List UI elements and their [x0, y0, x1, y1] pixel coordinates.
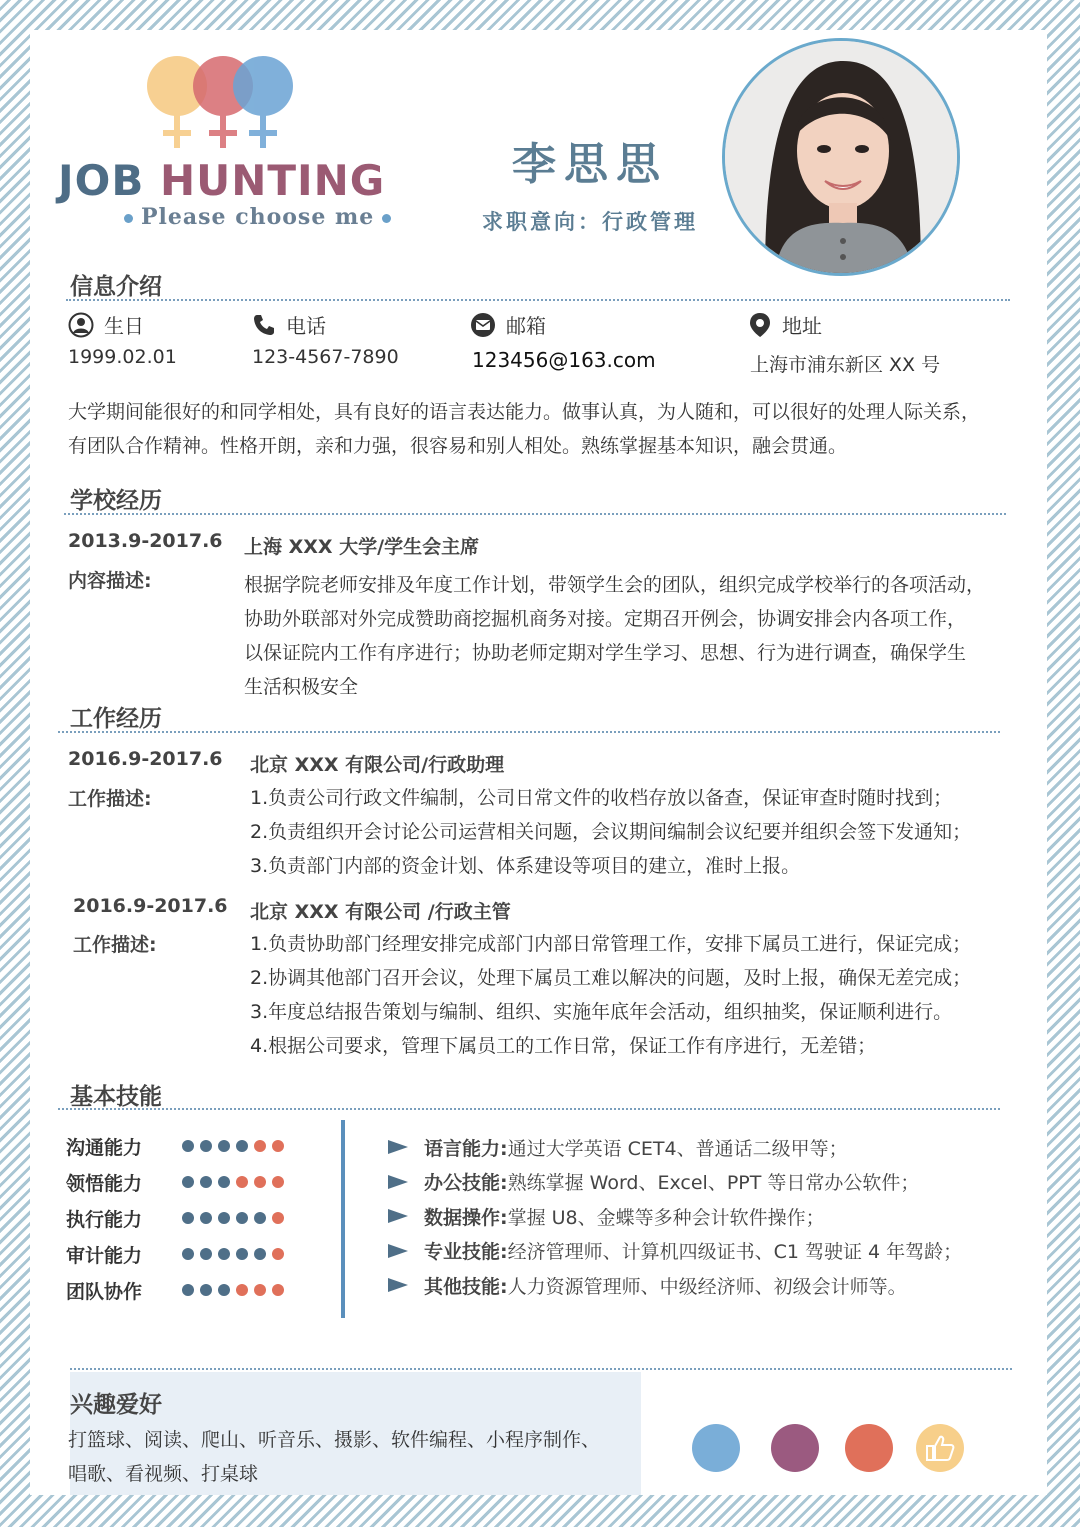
- skill-rating-row: [66, 1128, 284, 1164]
- rating-dot-filled: [218, 1212, 230, 1224]
- phone-icon: [252, 313, 276, 337]
- skill-detail-label: 其他技能:: [424, 1275, 508, 1298]
- job-role: 北京 XXX 有限公司/行政助理: [250, 754, 505, 776]
- tagline-text: Please choose me: [141, 204, 375, 230]
- job-intent: 求职意向：行政管理: [482, 210, 698, 234]
- rating-dots: [182, 1248, 284, 1260]
- skill-detail-text: 通过大学英语 CET4、普通话二级甲等；: [507, 1137, 848, 1160]
- location-pin-icon: [748, 312, 772, 338]
- decor-circle-purple: [771, 1424, 819, 1472]
- job-desc-line: 3.负责部门内部的资金计划、体系建设等项目的建立，准时上报。: [250, 855, 801, 877]
- job-desc-line: 4.根据公司要求，管理下属员工的工作日常，保证工作有序进行，无差错；: [250, 1035, 877, 1057]
- rating-dot-filled: [218, 1248, 230, 1260]
- skill-detail-text: 熟练掌握 Word、Excel、PPT 等日常办公软件；: [507, 1172, 920, 1195]
- job-desc-line: 3.年度总结报告策划与编制、组织、实施年底年会活动，组织抽奖，保证顺利进行。: [250, 1001, 953, 1023]
- rating-dot-filled: [200, 1248, 212, 1260]
- job-description: [250, 781, 971, 883]
- rating-dot-filled: [182, 1284, 194, 1296]
- job-date: 2016.9-2017.6: [73, 895, 228, 917]
- skill-detail-item: [388, 1199, 962, 1234]
- rating-dot-filled: [254, 1212, 266, 1224]
- mail-icon: [470, 312, 496, 338]
- tagline-dot-right: [382, 214, 391, 223]
- email-value: 123456@163.com: [472, 348, 656, 372]
- rating-dot-filled: [218, 1176, 230, 1188]
- gender-symbols-logo: [145, 50, 305, 170]
- skill-rating-row: [66, 1272, 284, 1308]
- phone-label: [252, 310, 326, 339]
- address-label-text: 地址: [782, 314, 822, 338]
- skill-name: 领悟能力: [66, 1172, 143, 1195]
- resume-page: [30, 30, 1047, 1495]
- section-divider: [70, 1368, 1012, 1370]
- arrow-right-icon: [388, 1175, 408, 1189]
- skill-detail-text: 经济管理师、计算机四级证书、C1 驾驶证 4 年驾龄；: [507, 1241, 963, 1264]
- rating-dot-filled: [200, 1176, 212, 1188]
- school-desc-line: 以保证院内工作有序进行；协助老师定期对学生学习、思想、行为进行调查，确保学生: [244, 642, 967, 664]
- school-role: 上海 XXX 大学/学生会主席: [244, 536, 480, 558]
- decor-circle-blue: [692, 1424, 740, 1472]
- school-desc-line: 根据学院老师安排及年度工作计划，带领学生会的团队，组织完成学校举行的各项活动，: [244, 574, 986, 596]
- rating-dot-filled: [182, 1176, 194, 1188]
- summary-line: 有团队合作精神。性格开朗，亲和力强，很容易和别人相处。熟练掌握基本知识，融会贯通。: [68, 435, 848, 457]
- rating-dot-empty: [236, 1284, 248, 1296]
- school-desc-label: 内容描述:: [68, 570, 152, 592]
- job-date: 2016.9-2017.6: [68, 748, 223, 770]
- rating-dots: [182, 1176, 284, 1188]
- job-desc-line: 2.协调其他部门召开会议，处理下属员工难以解决的问题，及时上报，确保无差完成；: [250, 967, 972, 989]
- section-divider: [58, 1108, 1000, 1110]
- rating-dot-filled: [218, 1140, 230, 1152]
- thumbs-up-icon: [916, 1424, 964, 1472]
- rating-dot-empty: [272, 1212, 284, 1224]
- job-desc-line: 2.负责组织开会讨论公司运营相关问题，会议期间编制会议纪要并组织会签下发通知；: [250, 821, 972, 843]
- rating-dot-filled: [236, 1212, 248, 1224]
- skill-detail-item: [388, 1268, 962, 1303]
- job-desc-label: 工作描述:: [68, 788, 152, 810]
- rating-dot-filled: [218, 1284, 230, 1296]
- section-divider: [64, 513, 1006, 515]
- logo-word-job: JOB: [58, 156, 145, 205]
- candidate-name: 李思思: [512, 139, 668, 190]
- arrow-right-icon: [388, 1140, 408, 1154]
- birthday-label-text: 生日: [104, 314, 144, 338]
- school-date: 2013.9-2017.6: [68, 530, 223, 552]
- skill-name: 团队协作: [66, 1280, 143, 1303]
- skill-detail-text: 人力资源管理师、中级经济师、初级会计师等。: [507, 1275, 907, 1298]
- skill-rating-row: [66, 1236, 284, 1272]
- rating-dot-empty: [272, 1176, 284, 1188]
- school-desc-line: 协助外联部对外完成赞助商挖掘机商务对接。定期召开例会，协调安排会内各项工作，: [244, 608, 967, 630]
- tagline-dot-left: [124, 214, 133, 223]
- section-title-work: 工作经历: [70, 706, 162, 732]
- rating-dot-empty: [272, 1140, 284, 1152]
- section-divider: [58, 731, 1000, 733]
- section-title-info: 信息介绍: [70, 274, 162, 300]
- skill-rating-row: [66, 1200, 284, 1236]
- arrow-right-icon: [388, 1244, 408, 1258]
- arrow-right-icon: [388, 1209, 408, 1223]
- job-description: [250, 927, 971, 1063]
- logo-word-hunting: HUNTING: [159, 156, 386, 205]
- rating-dot-filled: [182, 1248, 194, 1260]
- skill-detail-label: 数据操作:: [424, 1206, 508, 1229]
- skill-name: 审计能力: [66, 1244, 143, 1267]
- rating-dot-empty: [254, 1176, 266, 1188]
- rating-dot-empty: [254, 1284, 266, 1296]
- rating-dot-empty: [254, 1140, 266, 1152]
- phone-label-text: 电话: [286, 314, 326, 338]
- email-label-text: 邮箱: [506, 314, 546, 338]
- tagline: [116, 204, 399, 230]
- skill-detail-label: 语言能力:: [424, 1137, 508, 1160]
- school-desc-line: 生活积极安全: [244, 676, 359, 698]
- section-title-skills: 基本技能: [70, 1084, 162, 1110]
- rating-dots: [182, 1284, 284, 1296]
- rating-dot-filled: [200, 1140, 212, 1152]
- job-desc-line: 1.负责协助部门经理安排完成部门内部日常管理工作，安排下属员工进行，保证完成；: [250, 933, 972, 955]
- section-title-hobby: 兴趣爱好: [70, 1392, 162, 1418]
- job-desc-line: 1.负责公司行政文件编制，公司日常文件的收档存放以备查，保证审查时随时找到；: [250, 787, 953, 809]
- rating-dot-filled: [236, 1140, 248, 1152]
- skills-vertical-divider: [341, 1120, 345, 1318]
- skill-name: 执行能力: [66, 1208, 143, 1231]
- skill-detail-item: [388, 1234, 962, 1269]
- portrait-illustration: [725, 41, 957, 273]
- email-label: [470, 310, 546, 339]
- rating-dots: [182, 1140, 284, 1152]
- thumbs-up-glyph: [925, 1434, 955, 1462]
- birthday-value: 1999.02.01: [68, 346, 177, 368]
- skill-ratings: [66, 1128, 284, 1308]
- rating-dot-filled: [182, 1212, 194, 1224]
- profile-photo: [722, 38, 960, 276]
- arrow-right-icon: [388, 1278, 408, 1292]
- skill-detail-item: [388, 1130, 962, 1165]
- rating-dot-filled: [200, 1284, 212, 1296]
- address-label: [748, 310, 822, 339]
- rating-dot-empty: [272, 1284, 284, 1296]
- user-icon: [68, 312, 94, 338]
- skill-name: 沟通能力: [66, 1136, 143, 1159]
- self-summary: [68, 395, 1013, 463]
- rating-dot-filled: [182, 1140, 194, 1152]
- section-title-school: 学校经历: [70, 488, 162, 514]
- skill-rating-row: [66, 1164, 284, 1200]
- skill-detail-item: [388, 1165, 962, 1200]
- skill-detail-label: 专业技能:: [424, 1241, 508, 1264]
- section-divider: [66, 299, 1010, 301]
- rating-dot-empty: [272, 1248, 284, 1260]
- decor-circle-red: [845, 1424, 893, 1472]
- rating-dot-filled: [254, 1248, 266, 1260]
- address-value: 上海市浦东新区 XX 号: [750, 354, 941, 376]
- skill-detail-text: 掌握 U8、金蝶等多种会计软件操作；: [507, 1206, 825, 1229]
- job-desc-label: 工作描述:: [73, 934, 157, 956]
- skill-detail-label: 办公技能:: [424, 1172, 508, 1195]
- phone-value: 123-4567-7890: [252, 346, 399, 368]
- logo-text: [58, 156, 385, 205]
- rating-dot-filled: [236, 1248, 248, 1260]
- birthday-label: [68, 310, 144, 339]
- rating-dots: [182, 1212, 284, 1224]
- rating-dot-empty: [236, 1176, 248, 1188]
- hobby-line: 打篮球、阅读、爬山、听音乐、摄影、软件编程、小程序制作、: [68, 1429, 601, 1451]
- skill-details: [388, 1130, 962, 1303]
- hobby-line: 唱歌、看视频、打桌球: [68, 1463, 259, 1485]
- summary-line: 大学期间能很好的和同学相处，具有良好的语言表达能力。做事认真，为人随和，可以很好的处理人际关系，: [68, 401, 981, 423]
- school-description: [244, 568, 985, 704]
- rating-dot-filled: [200, 1212, 212, 1224]
- job-role: 北京 XXX 有限公司 /行政主管: [250, 901, 511, 923]
